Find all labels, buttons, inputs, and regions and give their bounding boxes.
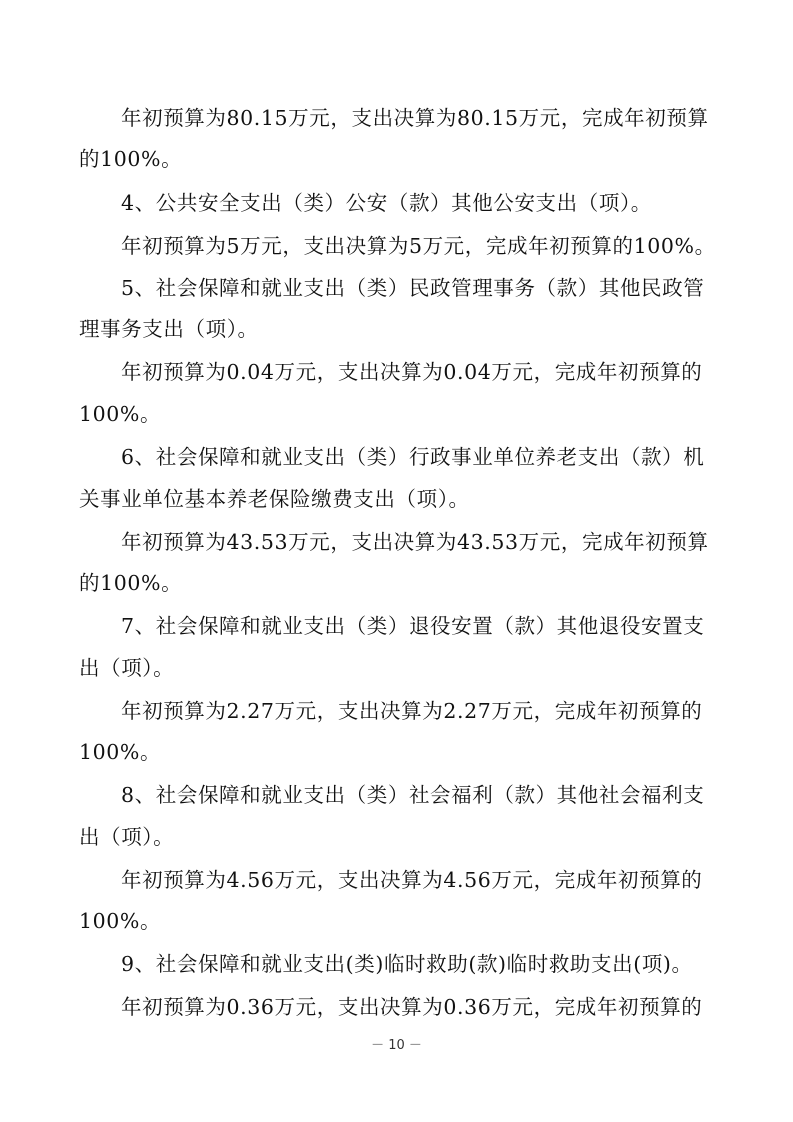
paragraph-line: 的100%。	[79, 571, 183, 595]
item-heading-line: 4、公共安全支出（类）公安（款）其他公安支出（项）。	[121, 191, 652, 215]
item-heading-line: 出（项）。	[79, 825, 175, 849]
paragraph-line: 年初预算为4.56万元，支出决算为4.56万元，完成年初预算的	[121, 868, 703, 892]
paragraph-line: 年初预算为0.04万元，支出决算为0.04万元，完成年初预算的	[121, 360, 703, 384]
page-number: － 10 －	[371, 1038, 422, 1053]
paragraph-line: 的100%。	[79, 147, 183, 171]
item-heading-line: 6、社会保障和就业支出（类）行政事业单位养老支出（款）机	[121, 445, 705, 469]
item-heading-line: 7、社会保障和就业支出（类）退役安置（款）其他退役安置支	[121, 614, 705, 638]
item-heading-line: 关事业单位基本养老保险缴费支出（项）。	[79, 487, 470, 511]
paragraph-line: 年初预算为0.36万元，支出决算为0.36万元，完成年初预算的	[121, 995, 703, 1019]
item-heading-line: 5、社会保障和就业支出（类）民政管理事务（款）其他民政管	[121, 276, 705, 300]
paragraph-line: 100%。	[79, 909, 162, 933]
item-heading-line: 9、社会保障和就业支出(类)临时救助(款)临时救助支出(项)。	[121, 952, 693, 976]
item-heading-line: 理事务支出（项）。	[79, 317, 259, 341]
paragraph-line: 年初预算为5万元，支出决算为5万元，完成年初预算的100%。	[121, 234, 716, 258]
paragraph-line: 年初预算为43.53万元，支出决算为43.53万元，完成年初预算	[121, 530, 709, 554]
paragraph-line: 100%。	[79, 740, 162, 764]
item-heading-line: 8、社会保障和就业支出（类）社会福利（款）其他社会福利支	[121, 783, 705, 807]
paragraph-line: 年初预算为80.15万元，支出决算为80.15万元，完成年初预算	[121, 106, 709, 130]
paragraph-line: 100%。	[79, 402, 162, 426]
paragraph-line: 年初预算为2.27万元，支出决算为2.27万元，完成年初预算的	[121, 699, 703, 723]
item-heading-line: 出（项）。	[79, 656, 175, 680]
